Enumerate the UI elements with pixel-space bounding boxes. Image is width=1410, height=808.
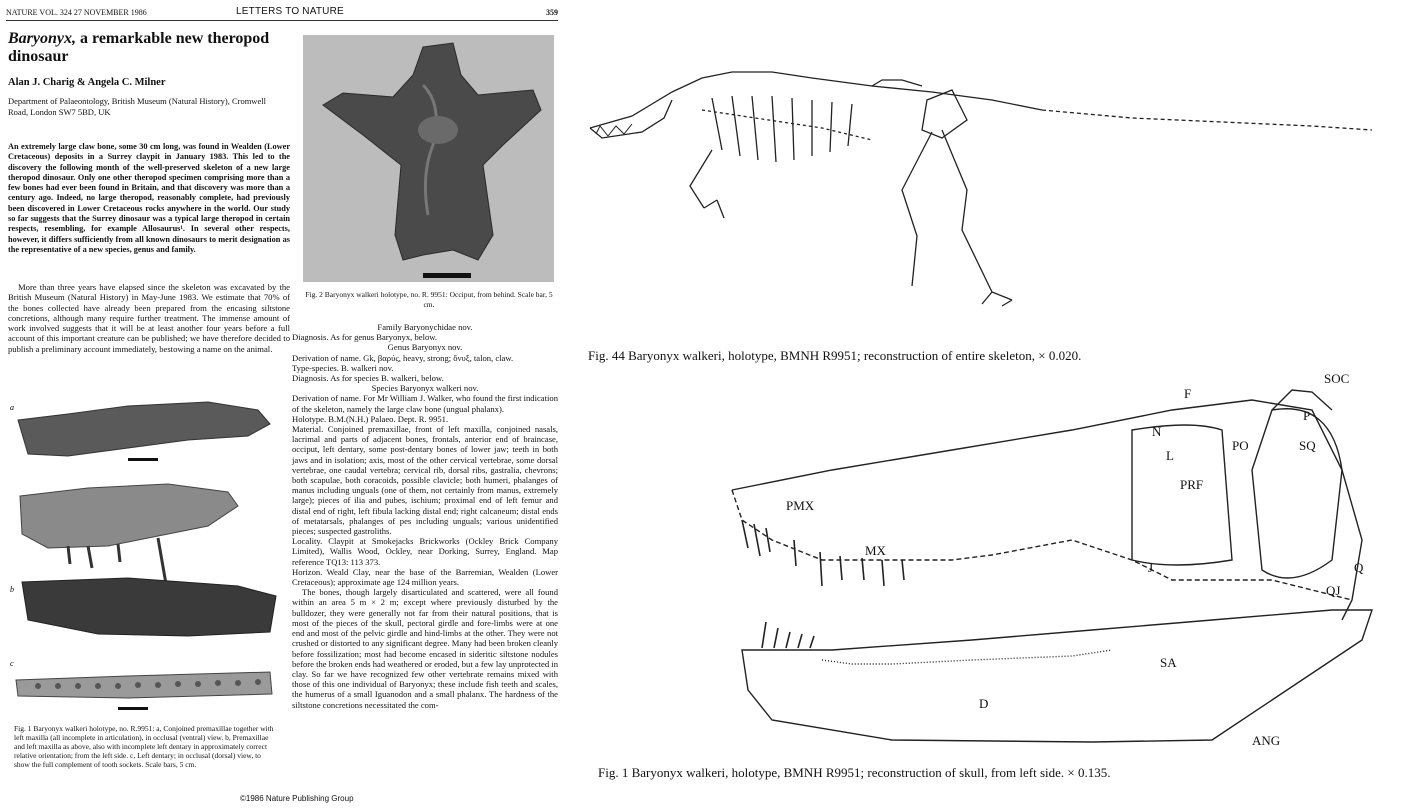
derivation-2: Derivation of name. For Mr William J. Walker, who found the first indication of the skeleton, namely the large claw bone (ungual phalanx).: [292, 393, 558, 414]
skull-reconstruction: [732, 390, 1372, 742]
copyright: ©1986 Nature Publishing Group: [240, 794, 354, 803]
diagnosis-2: Diagnosis. As for species B. walkeri, below.: [292, 373, 444, 384]
label-ANG: ANG: [1252, 733, 1281, 748]
genus-heading: Genus Baryonyx nov.: [387, 342, 463, 353]
jaw-bone-photos: [8, 396, 283, 716]
label-SQ: SQ: [1299, 438, 1316, 453]
skeleton-reconstruction: [590, 72, 1372, 306]
label-SA: SA: [1160, 655, 1177, 670]
panel-label-b: b: [10, 585, 14, 594]
label-PMX: PMX: [786, 498, 815, 513]
fig1-caption-paper: Fig. 1 Baryonyx walkeri holotype, no. R.9951: a, Conjoined premaxillae together with left maxilla (all incomplete in articulation), in occlusal (ventral) view. b, Premaxillae and left maxilla as above, also with incomplete left dentary in approximately correct relative orientation; from the left side. c, Left dentary; in occlusal (dorsal) view, to show the full complement of tooth sockets. Scale bars, 5 cm.: [14, 724, 274, 769]
material: Material. Conjoined premaxillae, front of left maxilla, conjoined nasals, lacrimal and parts of adjacent bones, frontals, anterior end of braincase, occiput, left dentary, some post-dentary bones of lower jaw; teeth in both jaws and in isolation; axis, most of the other cervical vertebrae, some dorsal vertebrae, one caudal vertebra; cervical rib, dorsal ribs, gastralia, chevrons; both scapulae, both coracoids, possible clavicle; both humeri, phalanges of manus including unguals (one of them, not certainly from manus, extremely large); pieces of ilia and pubes, ischium; proximal end of left femur and distal end of right, left fibula lacking distal end; right calcaneum; distal ends of metatarsals, phalanges of pes including unguals; various unidentified pieces; suspected gastroliths.: [292, 424, 558, 537]
label-MX: MX: [865, 543, 886, 558]
label-D: D: [979, 696, 989, 711]
reconstruction-figures: [572, 0, 1410, 808]
species-heading: Species Baryonyx walkeri nov.: [371, 383, 479, 394]
bones-paragraph: The bones, though largely disarticulated and scattered, were all found within an area 5 m × 2 m; except where previously disturbed by the bulldozer, they were generally not far from their natural positions, that is most of the pieces of the skull, pectoral girdle and fore-limbs were at one end and most of the pelvic girdle and hind-limbs at the other. They were not crushed or distorted to any significant degree. Many had been broken cleanly before fossilization; most had become encased in sideritic siltstone nodules before the broken ends had weathered or eroded, but a few lay unprotected in clay. So far we have recognized few other vertebrate remains mixed with those of this one individual of Baryonyx; these include fish teeth and scales, the humerus of a small Iguanodon and a small phalanx. The hardness of the siltstone concretions necessitated the com-: [292, 587, 558, 710]
diagnosis-1: Diagnosis. As for genus Baryonyx, below.: [292, 332, 438, 343]
holotype: Holotype. B.M.(N.H.) Palaeo. Dept. R. 9951.: [292, 413, 449, 424]
page-number: 359: [546, 8, 558, 17]
locality: Locality. Claypit at Smokejacks Brickworks (Ockley Brick Company Limited), Wallis Wood, Ockley, near Dorking, Surrey, England. Map reference TQ13: 113 373.: [292, 536, 558, 567]
fig44-caption-block: Fig. 44 Baryonyx walkeri, holotype, BMNH R9951; reconstruction of entire skeleton, × 0.020.: [588, 348, 1082, 363]
label-PRF: PRF: [1180, 477, 1204, 492]
authors: Alan J. Charig & Angela C. Milner: [8, 77, 166, 88]
page-header: [6, 8, 558, 24]
label-J: J: [1148, 560, 1154, 575]
label-PO: PO: [1232, 438, 1249, 453]
fig2-caption: Fig. 2 Baryonyx walkeri holotype, no. R. 9951: Occiput, from behind. Scale bar, 5 cm.: [305, 290, 553, 309]
family-heading: Family Baryonychidae nov.: [377, 322, 473, 332]
label-P: P: [1303, 408, 1311, 423]
fig1-skull-caption: Fig. 1 Baryonyx walkeri, holotype, BMNH R9951; reconstruction of skull, from left side. × 0.135.: [598, 765, 1111, 780]
journal-citation: NATURE VOL. 324 27 NOVEMBER 1986: [6, 8, 147, 17]
label-QJ: QJ: [1326, 583, 1341, 598]
panel-label-c: c: [10, 659, 14, 668]
affiliation: Department of Palaeontology, British Museum (Natural History), Cromwell Road, London SW7 5BD, UK: [8, 96, 266, 117]
horizon: Horizon. Weald Clay, near the base of the Barremian, Wealden (Lower Cretaceous); approximate age 124 million years.: [292, 566, 558, 588]
right-column-text: [292, 322, 558, 710]
article-title: Baryonyx, a remarkable new theropod dinosaur: [8, 30, 270, 65]
label-F: F: [1184, 386, 1192, 401]
type-species: Type-species. B. walkeri nov.: [292, 362, 394, 373]
panel-label-a: a: [10, 403, 14, 412]
label-Q: Q: [1354, 560, 1364, 575]
derivation-1: Derivation of name. Gk, βαρύς, heavy, strong; ὄνυξ, talon, claw.: [292, 352, 514, 363]
abstract: An extremely large claw bone, some 30 cm long, was found in Wealden (Lower Cretaceous) deposits in a Surrey claypit in January 1983. This led to the discovery the following month of the well-preserved skeleton of a new large theropod dinosaur. Only one other theropod specimen comprising more than a few bones had ever been found in Britain, and that discovery was more than a century ago. Indeed, no large theropod, reasonably complete, had previously been discovered in Lower Cretaceous rocks anywhere in the world. Our study so far suggests that the Surrey dinosaur was a typical large theropod in certain respects, resembling, for example Allosaurus¹. In several other respects, however, it differs sufficiently from all known dinosaurs to merit designation as the representative of a new species, genus and family.: [8, 142, 290, 254]
occiput-photo: [303, 35, 554, 282]
body-paragraph: More than three years have elapsed since the skeleton was excavated by the British Museum (Natural History) in May-June 1983. We estimate that 70% of the bones collected have already been prepared from the encasing siltstone concretions, although many require further treatment. The immense amount of work involved suggests that it will be at least another four years before a full account of this important creature can be published; we have therefore decided to publish a preliminary account immediately, bestowing a name on the animal.: [8, 282, 290, 354]
section-heading: LETTERS TO NATURE: [236, 6, 344, 17]
label-L: L: [1166, 448, 1174, 463]
label-N: N: [1152, 424, 1162, 439]
journal-page: [0, 0, 572, 808]
header-rule: [6, 20, 558, 21]
label-SOC: SOC: [1324, 371, 1350, 386]
